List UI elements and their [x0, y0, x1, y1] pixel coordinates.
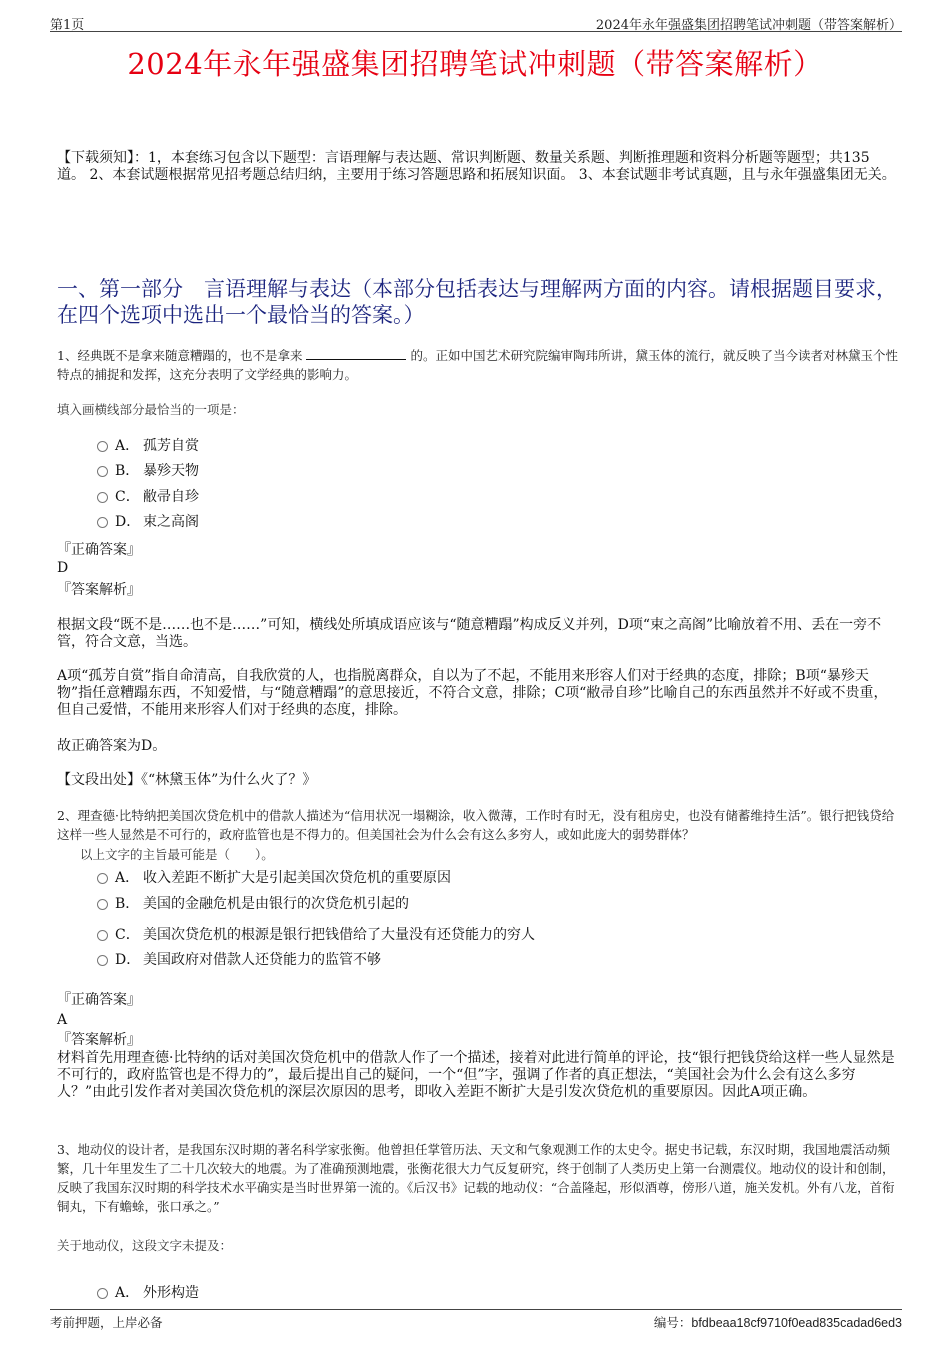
radio-icon[interactable]	[97, 955, 108, 966]
header-divider	[50, 31, 902, 32]
question-3-prompt: 关于地动仪，这段文字未提及：	[57, 1238, 233, 1253]
header-doc-title: 2024年永年强盛集团招聘笔试冲刺题（带答案解析）	[595, 18, 902, 33]
document-id-label: 编号：	[653, 1315, 692, 1330]
question-2-stem: 2、理查德·比特纳把美国次贷危机中的借款人描述为“信用状况一塌糊涂，收入微薄，工作时有时无，没有租房史，也没有储蓄维持生活”。银行把钱贷给这样一些人显然是不可行的，政府监管也是不得力的。但美国社会为什么会有这么多穷人，或如此庞大的弱势群体？	[57, 808, 895, 842]
radio-icon[interactable]	[97, 899, 108, 910]
footer-divider	[50, 1309, 902, 1310]
question-2-analysis-label: 『答案解析』	[57, 1032, 141, 1048]
download-notice: 【下载须知】：1，本套练习包含以下题型：言语理解与表达题、常识判断题、数量关系题、判断推理题和资料分析题等题型；共135道。 2、本套试题根据常见招考题总结归纳，主要用于练习答题思路和拓展知识面。 3、本套试题非考试真题，且与永年强盛集团无关。	[57, 150, 896, 183]
question-1-stem-part-b: 的。正如中国艺术研究院编审陶玮所讲，黛玉体的流行，就反映了当今读者对林黛玉个性特点的捕捉和发挥，这充分表明了文学经典的影响力。	[57, 348, 898, 382]
question-1-option-d[interactable]: D． 束之高阁	[97, 512, 199, 532]
question-1-analysis-label: 『答案解析』	[57, 582, 141, 598]
document-id-value: bfdbeaa18cf9710f0ead835cadad6ed3	[691, 1316, 902, 1330]
document-id	[654, 1313, 902, 1331]
radio-icon[interactable]	[97, 1288, 108, 1299]
question-1-analysis-p3: 故正确答案为D。	[57, 738, 167, 754]
radio-icon[interactable]	[97, 517, 108, 528]
question-1-stem-part-a: 1、经典既不是拿来随意糟蹋的，也不是拿来	[57, 348, 303, 363]
question-3-option-a[interactable]: A． 外形构造	[97, 1283, 199, 1303]
question-1-prompt: 填入画横线部分最恰当的一项是：	[57, 402, 245, 417]
page-title: 2024年永年强盛集团招聘笔试冲刺题（带答案解析）	[127, 47, 823, 81]
page-number: 第1页	[50, 18, 85, 33]
question-2-answer: A	[57, 1012, 68, 1028]
section-title: 一、第一部分 言语理解与表达（本部分包括表达与理解两方面的内容。请根据题目要求，在四个选项中选出一个最恰当的答案。）	[57, 277, 897, 327]
radio-icon[interactable]	[97, 492, 108, 503]
question-1-option-a[interactable]: A． 孤芳自赏	[97, 436, 199, 456]
footer-slogan: 考前押题，上岸必备	[50, 1315, 163, 1330]
question-2-analysis: 材料首先用理查德·比特纳的话对美国次贷危机中的借款人作了一个描述，接着对此进行简单的评论，技“银行把钱贷给这样一些人显然是不可行的，政府监管也是不得力的”，最后提出自己的疑问，一个“但”字，强调了作者的真正想法，“美国社会为什么会有这么多穷人？”由此引发作者对美国次贷危机的深层次原因的思考，即收入差距不断扩大是引发次贷危机的重要原因。因此A项正确。	[57, 1050, 895, 1100]
question-1-analysis-p2: A项“孤芳自赏”指自命清高，自我欣赏的人，也指脱离群众，自以为了不起，不能用来形容人们对于经典的态度，排除；B项“暴殄天物”指任意糟蹋东西，不知爱惜，与“随意糟蹋”的意思接近，不符合文意，排除；C项“敝帚自珍”比喻自己的东西虽然并不好或不贵重，但自己爱惜，不能用来形容人们对于经典的态度，排除。	[57, 668, 888, 718]
radio-icon[interactable]	[97, 873, 108, 884]
question-1-option-c[interactable]: C． 敝帚自珍	[97, 487, 199, 507]
question-2-option-c[interactable]: C． 美国次贷危机的根源是银行把钱借给了大量没有还贷能力的穷人	[97, 925, 535, 945]
question-2-prompt: 以上文字的主旨最可能是（ ）。	[80, 847, 274, 862]
question-1-stem	[57, 346, 902, 384]
question-2-option-a[interactable]: A． 收入差距不断扩大是引起美国次贷危机的重要原因	[97, 868, 451, 888]
question-2-option-b[interactable]: B． 美国的金融危机是由银行的次贷危机引起的	[97, 894, 409, 914]
question-3-stem: 3、地动仪的设计者，是我国东汉时期的著名科学家张衡。他曾担任掌管历法、天文和气象观测工作的太史令。据史书记载，东汉时期，我国地震活动频繁，几十年里发生了二十几次较大的地震。为了准确预测地震，张衡花很大力气反复研究，终于创制了人类历史上第一台测震仪。地动仪的设计和创制，反映了我国东汉时期的科学技术水平确实是当时世界第一流的。《后汉书》记载的地动仪：“合盖隆起，形似酒尊，傍形八道，施关发机。外有八龙，首衔铜丸，下有蟾蜍，张口承之。”	[57, 1142, 895, 1214]
radio-icon[interactable]	[97, 930, 108, 941]
radio-icon[interactable]	[97, 441, 108, 452]
question-1-option-b[interactable]: B． 暴殄天物	[97, 461, 199, 481]
question-1-answer: D	[57, 560, 69, 576]
question-2-option-d[interactable]: D． 美国政府对借款人还贷能力的监管不够	[97, 950, 381, 970]
question-1-analysis-p1: 根据文段“既不是……也不是……”可知，横线处所填成语应该与“随意糟蹋”构成反义并列，D项“束之高阁”比喻放着不用、丢在一旁不管，符合文意，当选。	[57, 617, 882, 650]
question-1-source: 【文段出处】《“林黛玉体”为什么火了？》	[57, 772, 317, 788]
question-2-answer-label: 『正确答案』	[57, 992, 141, 1008]
radio-icon[interactable]	[97, 466, 108, 477]
question-1-answer-label: 『正确答案』	[57, 542, 141, 558]
fill-blank	[306, 348, 406, 360]
